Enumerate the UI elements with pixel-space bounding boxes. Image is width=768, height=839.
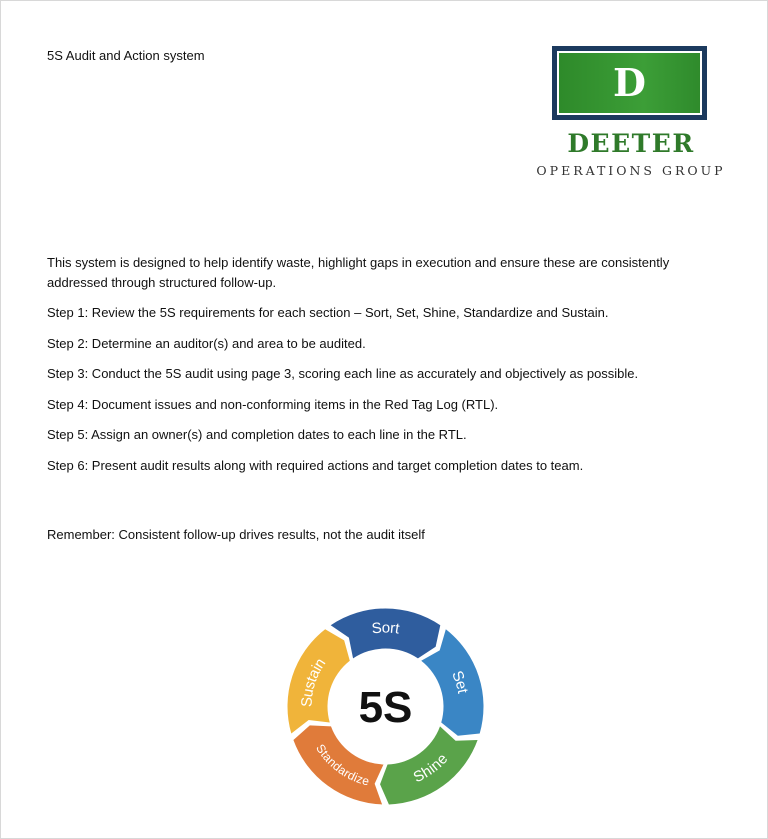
cycle-label-set: Set bbox=[448, 668, 472, 695]
brand-subtitle: OPERATIONS GROUP bbox=[536, 163, 726, 178]
document-body bbox=[47, 253, 727, 486]
logo-badge bbox=[557, 51, 702, 115]
step-1: Step 1: Review the 5S requirements for each section – Sort, Set, Shine, Standardize and Sustain. bbox=[47, 305, 609, 320]
cycle-label-sort: Sort bbox=[370, 619, 401, 638]
cycle-label-standardize: Standardize bbox=[312, 741, 371, 789]
step-6: Step 6: Present audit results along with required actions and target completion dates to team. bbox=[47, 457, 584, 473]
cycle-label-shine: Shine bbox=[410, 750, 452, 787]
remember-note: Remember: Consistent follow-up drives results, not the audit itself bbox=[47, 527, 425, 542]
intro-paragraph: This system is designed to help identify waste, highlight gaps in execution and ensure these are consistently addressed through structured follow-up. bbox=[47, 255, 670, 290]
brand-name: DEETER bbox=[567, 129, 695, 158]
5s-cycle-diagram bbox=[263, 584, 508, 829]
logo-letter: D bbox=[613, 60, 646, 105]
step-5: Step 5: Assign an owner(s) and completion dates to each line in the RTL. bbox=[47, 427, 467, 442]
document-title: 5S Audit and Action system bbox=[47, 48, 205, 63]
cycle-center-label: 5S bbox=[358, 683, 413, 732]
step-2: Step 2: Determine an auditor(s) and area to be audited. bbox=[47, 335, 366, 351]
cycle-label-sustain: Sustain bbox=[298, 655, 330, 708]
step-3: Step 3: Conduct the 5S audit using page 3, scoring each line as accurately and objectively as possible. bbox=[47, 366, 639, 381]
step-4: Step 4: Document issues and non-conforming items in the Red Tag Log (RTL). bbox=[47, 396, 499, 412]
company-logo bbox=[552, 46, 707, 120]
